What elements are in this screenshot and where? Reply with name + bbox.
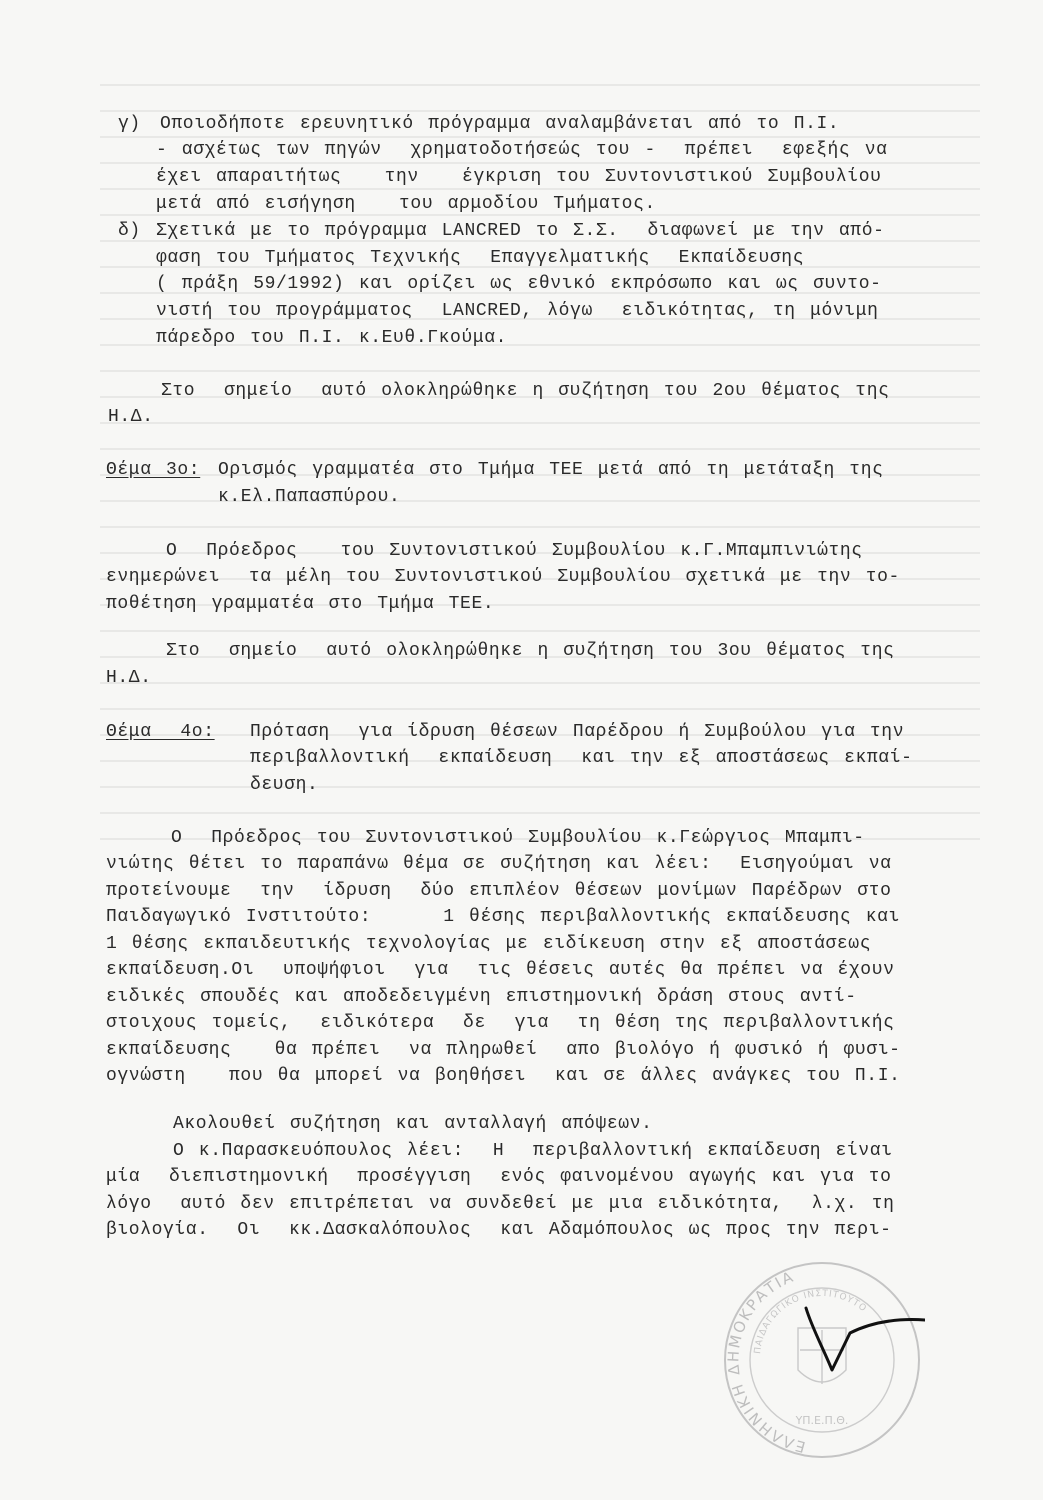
theme-4-body-line-8: στοιχους τομείς, ειδικότερα δε για τη θέση της περιβαλλοντικής: [106, 1013, 895, 1033]
theme-4-discussion-line-3: μία διεπιστημονική προσέγγιση ενός φαινομένου αγωγής και για το: [106, 1167, 892, 1187]
svg-text:ΥΠ.Ε.Π.Θ.: ΥΠ.Ε.Π.Θ.: [795, 1414, 849, 1427]
theme-4-discussion-line-4: λόγο αυτό δεν επιτρέπεται να συνδεθεί με μια ειδικότητα, λ.χ. τη: [106, 1194, 895, 1214]
signature-stroke: [806, 1308, 925, 1370]
theme-3-close-line-2: Η.Δ.: [106, 668, 152, 688]
theme-3-close-line-1: Στο σημείο αυτό ολοκληρώθηκε η συζήτηση του 3ου θέματος της: [166, 641, 895, 661]
close-2-line-1: Στο σημείο αυτό ολοκληρώθηκε η συζήτηση του 2ου θέματος της: [161, 381, 890, 401]
theme-4-body-line-9: εκπαίδευσης θα πρέπει να πληρωθεί απο βιολόγο ή φυσικό ή φυσι-: [106, 1040, 901, 1060]
theme-4-body-line-4: Παιδαγωγικό Ινστιτούτο: 1 θέσης περιβαλλοντικής εκπαίδευσης και: [106, 907, 900, 927]
item-d-line-5: πάρεδρο του Π.Ι. κ.Ευθ.Γκούμα.: [156, 328, 508, 348]
item-g-line-3: έχει απαραιτήτως την έγκριση του Συντονιστικού Συμβουλίου: [156, 167, 882, 187]
item-g-line-1: Οποιοδήποτε ερευνητικό πρόγραμμα αναλαμβάνεται από το Π.Ι.: [160, 114, 840, 134]
theme-4-discussion-line-1: Ακολουθεί συζήτηση και ανταλλαγή απόψεων.: [173, 1114, 653, 1134]
svg-text:ΠΑΙΔΑΓΩΓΙΚΟ ΙΝΣΤΙΤΟΥΤΟ: ΠΑΙΔΑΓΩΓΙΚΟ ΙΝΣΤΙΤΟΥΤΟ: [753, 1288, 869, 1355]
svg-text:ΕΛΛΗΝΙΚΗ ΔΗΜΟΚΡΑΤΙΑ: ΕΛΛΗΝΙΚΗ ΔΗΜΟΚΡΑΤΙΑ: [724, 1267, 808, 1457]
item-g-label: γ): [118, 114, 141, 134]
theme-3-title-line-1: Ορισμός γραμματέα στο Τμήμα ΤΕΕ μετά από τη μετάταξη της: [218, 460, 884, 480]
theme-4-body-line-10: ογνώστη που θα μπορεί να βοηθήσει και σε άλλες ανάγκες του Π.Ι.: [106, 1066, 901, 1086]
theme-3-body-line-1: Ο Πρόεδρος του Συντονιστικού Συμβουλίου κ.Γ.Μπαμπινιώτης: [166, 541, 863, 561]
theme-4-discussion-line-5: βιολογία. Οι κκ.Δασκαλόπουλος και Αδαμόπουλος ως προς την περι-: [106, 1220, 892, 1240]
item-d-line-3: ( πράξη 59/1992) και ορίζει ως εθνικό εκπρόσωπο και ως συντο-: [156, 274, 882, 294]
theme-3-title-line-2: κ.Ελ.Παπασπύρου.: [218, 487, 401, 507]
theme-4-body-line-5: 1 θέσης εκπαιδευτικής τεχνολογίας με ειδίκευση στην εξ αποστάσεως: [106, 934, 872, 954]
theme-4-label: Θέμα 4ο:: [106, 722, 215, 742]
theme-4-discussion-line-2: Ο κ.Παρασκευόπουλος λέει: Η περιβαλλοντική εκπαίδευση είναι: [173, 1141, 893, 1161]
theme-3-body-line-3: ποθέτηση γραμματέα στο Τμήμα ΤΕΕ.: [106, 594, 495, 614]
theme-4-title-line-1: Πρόταση για ίδρυση θέσεων Παρέδρου ή Συμβούλου για την: [250, 722, 905, 742]
official-seal: [720, 1258, 925, 1463]
theme-4-body-line-2: νιώτης θέτει το παραπάνω θέμα σε συζήτηση και λέει: Εισηγούμαι να: [106, 854, 892, 874]
item-d-line-4: νιστή του προγράμματος LANCRED, λόγω ειδικότητας, τη μόνιμη: [156, 301, 879, 321]
theme-4-body-line-3: προτείνουμε την ίδρυση δύο επιπλέον θέσεων μονίμων Παρέδρων στο: [106, 881, 892, 901]
item-d-line-1: Σχετικά με το πρόγραμμα LANCRED το Σ.Σ. διαφωνεί με την από-: [156, 221, 885, 241]
theme-3-label: Θέμα 3ο:: [106, 460, 201, 480]
item-d-label: δ): [118, 221, 141, 241]
item-g-line-2: - ασχέτως των πηγών χρηματοδοτήσεώς του - πρέπει εφεξής να: [156, 140, 888, 160]
item-g-line-4: μετά από εισήγηση του αρμοδίου Τμήματος.: [156, 194, 656, 214]
theme-4-body-line-7: ειδικές σπουδές και αποδεδειγμένη επιστημονική δράση στους αντί-: [106, 987, 857, 1007]
theme-3-body-line-2: ενημερώνει τα μέλη του Συντονιστικού Συμβουλίου σχετικά με την το-: [106, 567, 900, 587]
theme-4-title-line-2: περιβαλλοντική εκπαίδευση και την εξ αποστάσεως εκπαί-: [250, 748, 913, 768]
close-2-line-2: Η.Δ.: [108, 407, 154, 427]
theme-4-title-line-3: δευση.: [250, 775, 319, 795]
item-d-line-2: φαση του Τμήματος Τεχνικής Επαγγελματικής Εκπαίδευσης: [156, 248, 805, 268]
theme-4-body-line-1: Ο Πρόεδρος του Συντονιστικού Συμβουλίου κ.Γεώργιος Μπαμπι-: [171, 828, 865, 848]
theme-4-body-line-6: εκπαίδευση.Οι υποψήφιοι για τις θέσεις αυτές θα πρέπει να έχουν: [106, 960, 895, 980]
